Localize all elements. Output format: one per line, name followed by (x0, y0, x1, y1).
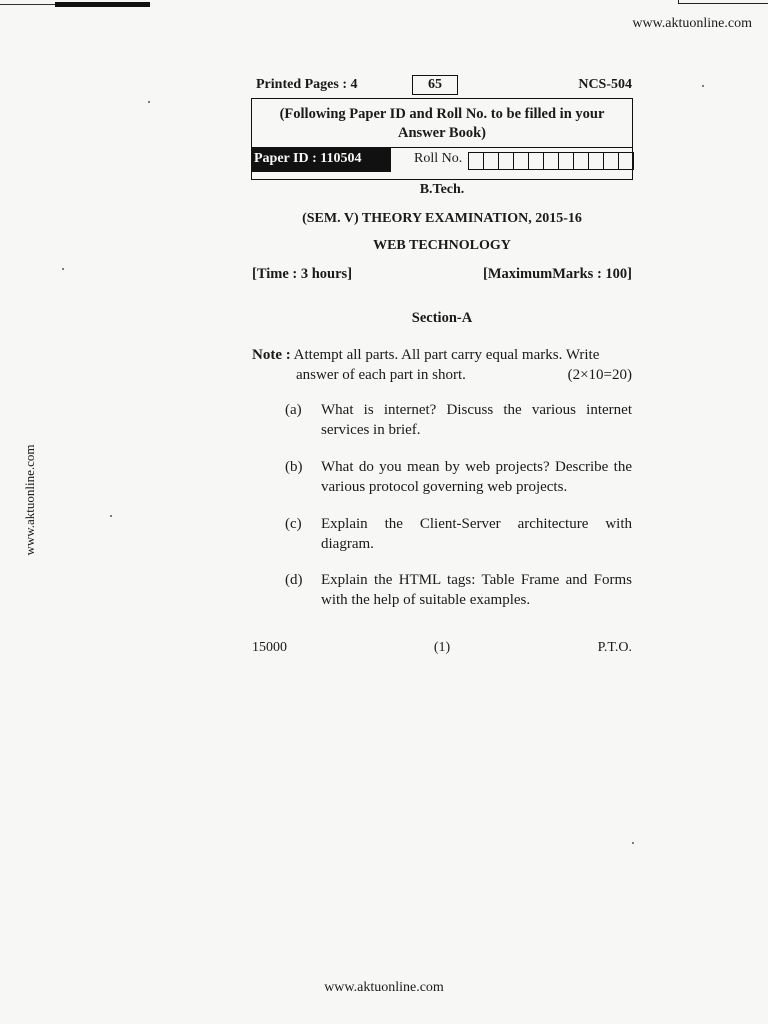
scan-speck (632, 842, 634, 844)
question-text: What do you mean by web projects? Describe the various protocol governing web projects. (321, 459, 632, 495)
exam-title: (SEM. V) THEORY EXAMINATION, 2015-16 (302, 211, 582, 226)
scan-speck (62, 268, 64, 270)
page-number: (1) (433, 640, 451, 655)
watermark-url-side: www.aktuonline.com (22, 444, 37, 556)
scan-speck (148, 101, 150, 103)
course-name: B.Tech. (419, 182, 465, 197)
question-label: (a) (285, 402, 302, 418)
print-count: 15000 (252, 640, 287, 655)
note-marks: (2×10=20) (567, 367, 632, 383)
question-label: (d) (285, 572, 303, 588)
please-turn-over: P.T.O. (597, 640, 632, 655)
roll-number-label: Roll No. (414, 151, 463, 166)
subject-title: WEB TECHNOLOGY (373, 238, 511, 253)
fill-instructions-line2: Answer Book) (398, 125, 486, 141)
printed-pages: Printed Pages : 4 (256, 77, 358, 92)
question-text: What is internet? Discuss the various internet services in brief. (321, 402, 632, 438)
paper-header-row (252, 77, 632, 97)
question-text: Explain the Client-Server architecture with diagram. (321, 516, 632, 552)
scan-mark (678, 0, 768, 8)
section-heading: Section-A (411, 310, 473, 326)
note-label: Note : (252, 347, 291, 363)
watermark-url-bottom: www.aktuonline.com (324, 980, 444, 995)
instructions-note (252, 345, 632, 385)
question-text: Explain the HTML tags: Table Frame and Forms with the help of suitable examples. (321, 572, 632, 608)
paper-id-box (251, 98, 633, 180)
question-label: (b) (285, 459, 303, 475)
scan-speck (702, 85, 704, 87)
scan-speck (110, 515, 112, 517)
roll-number-cells (468, 152, 634, 170)
fill-instructions-line1: (Following Paper ID and Roll No. to be filled in your (279, 106, 605, 122)
scan-mark (0, 0, 150, 8)
paper-id-label: Paper ID : 110504 (251, 148, 391, 172)
time-allowed: [Time : 3 hours] (252, 266, 353, 282)
question-label: (c) (285, 516, 302, 532)
note-line2: answer of each part in short. (296, 367, 466, 383)
note-line1: Attempt all parts. All part carry equal marks. Write (293, 347, 600, 363)
fill-instructions (252, 105, 632, 143)
watermark-url-top: www.aktuonline.com (632, 16, 752, 31)
question-code-box: 65 (412, 75, 458, 95)
paper-code: NCS-504 (578, 77, 632, 92)
maximum-marks: [MaximumMarks : 100] (482, 266, 632, 282)
